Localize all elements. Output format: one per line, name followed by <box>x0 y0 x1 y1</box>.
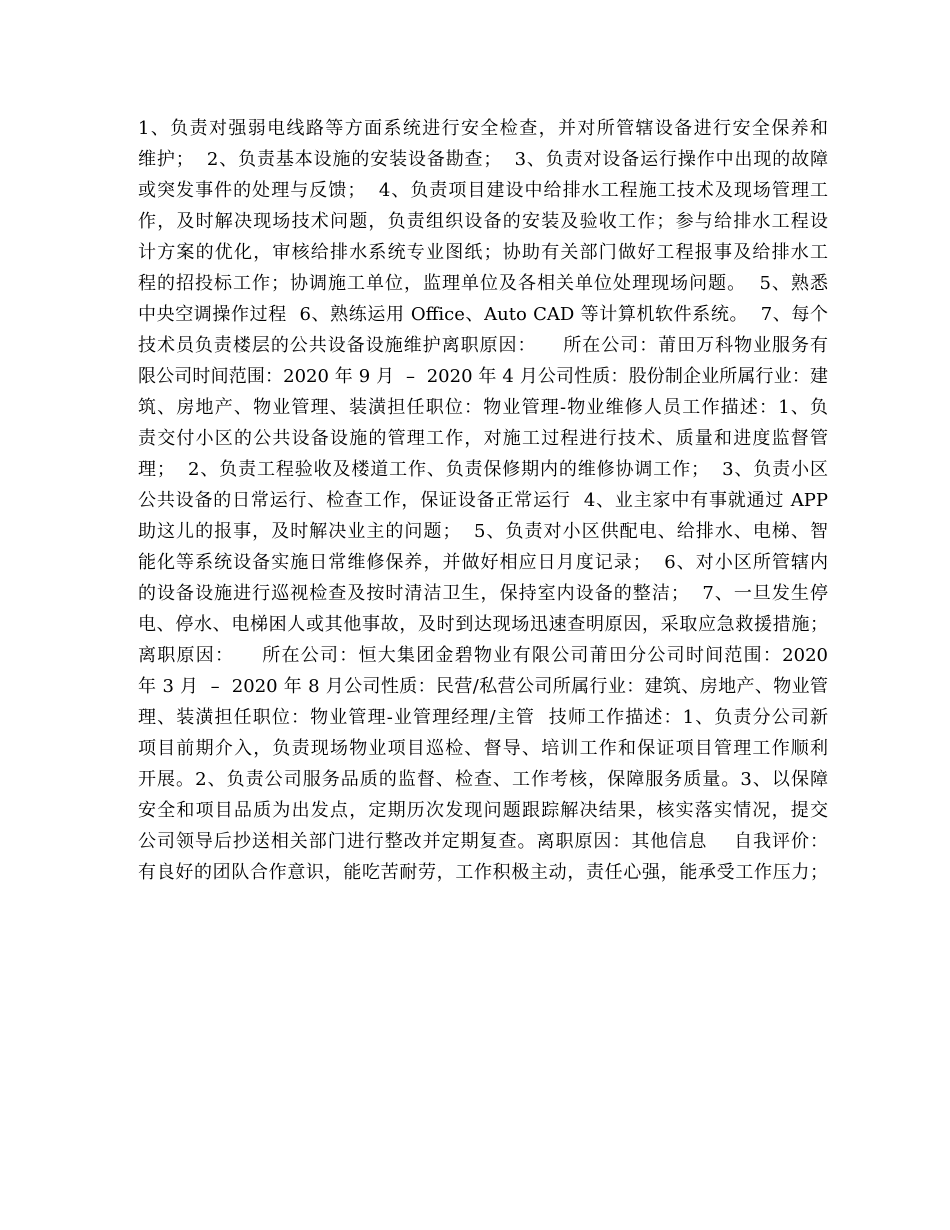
text-line: 维护； 2、负责基本设施的安装设备勘查； 3、负责对设备运行操作中出现的故障 <box>138 149 828 170</box>
text-line: 离职原因： 所在公司：恒大集团金碧物业有限公司莆田分公司时间范围：2020 <box>138 645 828 666</box>
text-line: 能化等系统设备实施日常维修保养，并做好相应日月度记录； 6、对小区所管辖内 <box>138 552 828 573</box>
text-line: 1、负责对强弱电线路等方面系统进行安全检查，并对所管辖设备进行安全保养和 <box>138 118 828 139</box>
text-line: 理、装潢担任职位：物业管理-业管理经理/主管 技师工作描述：1、负责分公司新 <box>138 707 828 728</box>
text-line: 的设备设施进行巡视检查及按时清洁卫生，保持室内设备的整洁； 7、一旦发生停 <box>138 583 828 604</box>
text-line: 有良好的团队合作意识，能吃苦耐劳，工作积极主动，责任心强，能承受工作压力； <box>138 862 828 883</box>
text-line: 程的招投标工作；协调施工单位，监理单位及各相关单位处理现场问题。 5、熟悉 <box>138 273 828 294</box>
text-line: 作，及时解决现场技术问题，负责组织设备的安装及验收工作；参与给排水工程设 <box>138 211 828 232</box>
text-line: 中央空调操作过程 6、熟练运用 Office、Auto CAD 等计算机软件系统。 7、每个 <box>138 304 828 325</box>
text-line: 理； 2、负责工程验收及楼道工作、负责保修期内的维修协调工作； 3、负责小区 <box>138 459 828 480</box>
text-line: 公共设备的日常运行、检查工作，保证设备正常运行 4、业主家中有事就通过 APP <box>138 490 828 511</box>
text-line: 限公司时间范围：2020 年 9 月 – 2020 年 4 月公司性质：股份制企业所属行业：建 <box>138 366 828 387</box>
text-line: 电、停水、电梯困人或其他事故，及时到达现场迅速查明原因，采取应急救援措施； <box>138 614 828 635</box>
text-line: 计方案的优化，审核给排水系统专业图纸；协助有关部门做好工程报事及给排水工 <box>138 242 828 263</box>
text-line: 筑、房地产、物业管理、装潢担任职位：物业管理-物业维修人员工作描述：1、负 <box>138 397 828 418</box>
text-line: 安全和项目品质为出发点，定期历次发现问题跟踪解决结果，核实落实情况，提交 <box>138 800 828 821</box>
text-line: 项目前期介入，负责现场物业项目巡检、督导、培训工作和保证项目管理工作顺利 <box>138 738 828 759</box>
text-line: 助这儿的报事，及时解决业主的问题； 5、负责对小区供配电、给排水、电梯、智 <box>138 521 828 542</box>
text-line: 或突发事件的处理与反馈； 4、负责项目建设中给排水工程施工技术及现场管理工 <box>138 180 828 201</box>
body-text <box>138 113 828 888</box>
text-line: 责交付小区的公共设备设施的管理工作，对施工过程进行技术、质量和进度监督管 <box>138 428 828 449</box>
text-line: 年 3 月 – 2020 年 8 月公司性质：民营/私营公司所属行业：建筑、房地产、物业管 <box>138 676 828 697</box>
text-line: 技术员负责楼层的公共设备设施维护离职原因： 所在公司：莆田万科物业服务有 <box>138 335 828 356</box>
text-line: 开展。2、负责公司服务品质的监督、检查、工作考核，保障服务质量。3、以保障 <box>138 769 828 790</box>
text-line: 公司领导后抄送相关部门进行整改并定期复查。离职原因：其他信息 自我评价： <box>138 831 828 852</box>
